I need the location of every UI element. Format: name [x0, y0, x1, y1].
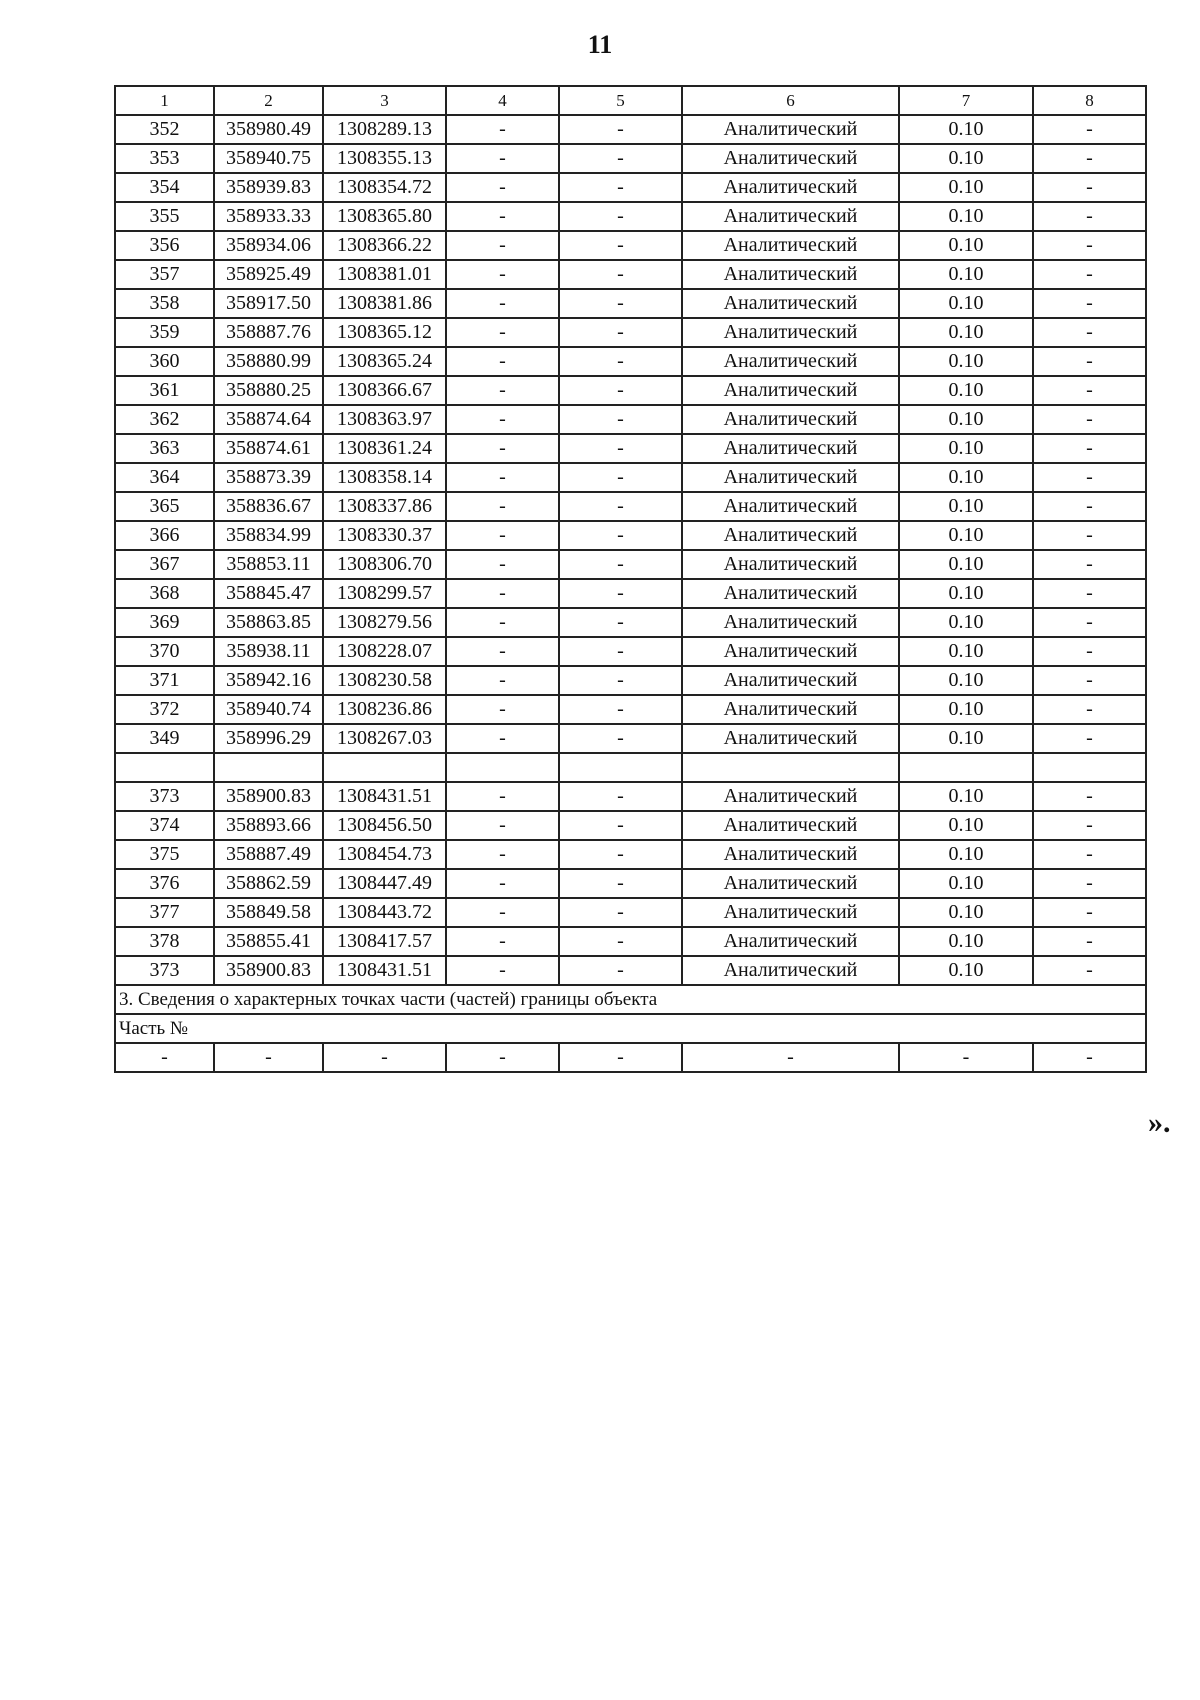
table-cell: 0.10	[899, 898, 1033, 927]
table-cell: 358873.39	[214, 463, 323, 492]
table-cell: 354	[115, 173, 214, 202]
table-cell: -	[1033, 260, 1146, 289]
table-row	[115, 695, 1146, 724]
table-cell: -	[1033, 608, 1146, 637]
table-cell: 1308417.57	[323, 927, 446, 956]
table-cell: Аналитический	[682, 521, 899, 550]
table-row	[115, 492, 1146, 521]
table-row	[115, 782, 1146, 811]
table-cell: 358939.83	[214, 173, 323, 202]
table-cell: 6	[682, 86, 899, 115]
table-cell: 0.10	[899, 173, 1033, 202]
coordinates-table	[114, 85, 1147, 1073]
table-cell: -	[1033, 956, 1146, 985]
table-cell: -	[559, 956, 682, 985]
table-cell: 1308431.51	[323, 782, 446, 811]
table-cell: 1308363.97	[323, 405, 446, 434]
table-cell: 0.10	[899, 376, 1033, 405]
table-cell: 358925.49	[214, 260, 323, 289]
table-cell: Аналитический	[682, 782, 899, 811]
table-cell: 356	[115, 231, 214, 260]
table-cell: 0.10	[899, 434, 1033, 463]
table-cell: -	[559, 463, 682, 492]
table-cell: 373	[115, 782, 214, 811]
table-cell: 1308366.67	[323, 376, 446, 405]
table-cell: -	[446, 1043, 559, 1072]
table-cell: 368	[115, 579, 214, 608]
table-cell	[559, 753, 682, 782]
table-cell: -	[446, 695, 559, 724]
table-cell: Аналитический	[682, 579, 899, 608]
table-cell: -	[1033, 637, 1146, 666]
table-cell: -	[1033, 492, 1146, 521]
table-final-row	[115, 1043, 1146, 1072]
table-cell: 1308431.51	[323, 956, 446, 985]
table-row	[115, 202, 1146, 231]
table-cell: -	[446, 579, 559, 608]
table-cell: -	[446, 115, 559, 144]
table-cell: -	[446, 376, 559, 405]
table-cell: -	[559, 869, 682, 898]
table-cell: -	[1033, 376, 1146, 405]
table-cell: 1308337.86	[323, 492, 446, 521]
table-cell: 0.10	[899, 521, 1033, 550]
table-cell: -	[1033, 840, 1146, 869]
table-cell: 3	[323, 86, 446, 115]
table-cell: 358862.59	[214, 869, 323, 898]
table-cell: -	[1033, 463, 1146, 492]
table-cell: -	[1033, 898, 1146, 927]
table-row	[115, 521, 1146, 550]
table-cell: Аналитический	[682, 289, 899, 318]
table-row	[115, 347, 1146, 376]
table-body	[115, 86, 1146, 1072]
table-cell: 0.10	[899, 927, 1033, 956]
table-cell: -	[214, 1043, 323, 1072]
table-cell: 1308355.13	[323, 144, 446, 173]
table-cell: Аналитический	[682, 115, 899, 144]
table-cell: -	[1033, 289, 1146, 318]
table-cell: -	[446, 405, 559, 434]
table-cell: 358887.76	[214, 318, 323, 347]
table-cell: 358980.49	[214, 115, 323, 144]
table-cell: -	[1033, 724, 1146, 753]
table-cell: 0.10	[899, 869, 1033, 898]
table-row	[115, 637, 1146, 666]
table-cell: -	[559, 289, 682, 318]
table-cell: 0.10	[899, 666, 1033, 695]
table-cell: 0.10	[899, 782, 1033, 811]
table-cell: 358887.49	[214, 840, 323, 869]
table-cell: 358893.66	[214, 811, 323, 840]
table-cell: Аналитический	[682, 347, 899, 376]
table-row	[115, 840, 1146, 869]
table-cell: 358938.11	[214, 637, 323, 666]
table-row	[115, 753, 1146, 782]
table-cell: -	[1033, 782, 1146, 811]
table-cell: -	[559, 231, 682, 260]
table-cell: 4	[446, 86, 559, 115]
table-cell: -	[1033, 695, 1146, 724]
table-cell: 1308267.03	[323, 724, 446, 753]
table-cell: -	[446, 782, 559, 811]
table-cell: 1308456.50	[323, 811, 446, 840]
table-cell: 1308454.73	[323, 840, 446, 869]
table-cell: 358845.47	[214, 579, 323, 608]
table-cell: Аналитический	[682, 550, 899, 579]
table-cell: 1308381.01	[323, 260, 446, 289]
table-cell: 374	[115, 811, 214, 840]
table-cell: -	[446, 260, 559, 289]
table-cell	[115, 753, 214, 782]
table-cell: -	[1033, 173, 1146, 202]
table-cell: -	[1033, 927, 1146, 956]
table-cell: 0.10	[899, 492, 1033, 521]
table-cell: 353	[115, 144, 214, 173]
table-row	[115, 376, 1146, 405]
table-cell: -	[559, 840, 682, 869]
table-cell: 0.10	[899, 608, 1033, 637]
table-row	[115, 956, 1146, 985]
table-cell: Аналитический	[682, 144, 899, 173]
table-cell: 0.10	[899, 144, 1033, 173]
table-cell: -	[559, 579, 682, 608]
table-cell: 1308358.14	[323, 463, 446, 492]
table-cell: 1308230.58	[323, 666, 446, 695]
table-cell: -	[323, 1043, 446, 1072]
table-cell: Аналитический	[682, 492, 899, 521]
table-cell: 0.10	[899, 579, 1033, 608]
table-cell: -	[446, 608, 559, 637]
table-cell: -	[559, 637, 682, 666]
table-row	[115, 579, 1146, 608]
table-cell: -	[446, 231, 559, 260]
table-cell: -	[559, 173, 682, 202]
table-cell: 358942.16	[214, 666, 323, 695]
table-row	[115, 724, 1146, 753]
table-cell: 349	[115, 724, 214, 753]
table-row	[115, 811, 1146, 840]
table-cell: -	[559, 927, 682, 956]
table-cell: 1308228.07	[323, 637, 446, 666]
table-cell: Аналитический	[682, 376, 899, 405]
table-cell: 0.10	[899, 637, 1033, 666]
table-row	[115, 869, 1146, 898]
table-cell	[323, 753, 446, 782]
table-cell: -	[1033, 318, 1146, 347]
table-cell: -	[559, 898, 682, 927]
table-header-row	[115, 86, 1146, 115]
table-cell: -	[446, 898, 559, 927]
table-cell: -	[1033, 202, 1146, 231]
table-cell: 7	[899, 86, 1033, 115]
table-cell: 358853.11	[214, 550, 323, 579]
table-cell: 1308330.37	[323, 521, 446, 550]
table-cell: 372	[115, 695, 214, 724]
table-cell: -	[1033, 1043, 1146, 1072]
table-cell: Аналитический	[682, 405, 899, 434]
table-cell: 8	[1033, 86, 1146, 115]
table-cell: 358	[115, 289, 214, 318]
table-cell: 0.10	[899, 318, 1033, 347]
table-cell: 1308381.86	[323, 289, 446, 318]
table-cell: 1308236.86	[323, 695, 446, 724]
table-cell: -	[1033, 115, 1146, 144]
table-cell: Аналитический	[682, 231, 899, 260]
table-cell: 0.10	[899, 724, 1033, 753]
table-cell: Аналитический	[682, 840, 899, 869]
table-cell: 358934.06	[214, 231, 323, 260]
table-row	[115, 405, 1146, 434]
table-row	[115, 289, 1146, 318]
table-cell: -	[446, 956, 559, 985]
table-cell: 1	[115, 86, 214, 115]
table-cell: 378	[115, 927, 214, 956]
table-cell: 1308365.24	[323, 347, 446, 376]
table-cell: 376	[115, 869, 214, 898]
table-cell: Аналитический	[682, 202, 899, 231]
table-cell: 0.10	[899, 695, 1033, 724]
table-cell: -	[559, 521, 682, 550]
table-cell: 367	[115, 550, 214, 579]
table-cell: 0.10	[899, 840, 1033, 869]
table-cell: Аналитический	[682, 869, 899, 898]
table-cell: 358874.64	[214, 405, 323, 434]
table-cell: -	[559, 695, 682, 724]
table-row	[115, 608, 1146, 637]
table-cell: 375	[115, 840, 214, 869]
table-row	[115, 927, 1146, 956]
table-cell: 358900.83	[214, 956, 323, 985]
table-cell: -	[446, 666, 559, 695]
table-cell: -	[559, 318, 682, 347]
table-cell: 1308361.24	[323, 434, 446, 463]
table-cell: -	[559, 260, 682, 289]
table-cell: 362	[115, 405, 214, 434]
table-cell: -	[559, 492, 682, 521]
table-cell: 358874.61	[214, 434, 323, 463]
table-cell: 1308447.49	[323, 869, 446, 898]
table-cell: 1308289.13	[323, 115, 446, 144]
table-cell: -	[1033, 550, 1146, 579]
table-cell	[446, 753, 559, 782]
table-cell: 358940.74	[214, 695, 323, 724]
table-cell	[1033, 753, 1146, 782]
table-cell: -	[1033, 666, 1146, 695]
table-cell: -	[446, 811, 559, 840]
table-cell: 0.10	[899, 956, 1033, 985]
table-cell: 2	[214, 86, 323, 115]
section-title-row	[115, 985, 1146, 1014]
table-cell: 358880.25	[214, 376, 323, 405]
table-cell: -	[899, 1043, 1033, 1072]
table-cell: -	[1033, 811, 1146, 840]
table-cell: -	[559, 782, 682, 811]
table-cell: -	[559, 376, 682, 405]
table-cell	[682, 753, 899, 782]
table-cell: -	[446, 521, 559, 550]
table-cell: 366	[115, 521, 214, 550]
table-cell: -	[446, 173, 559, 202]
table-cell: -	[559, 434, 682, 463]
table-cell: -	[1033, 579, 1146, 608]
table-cell: 358900.83	[214, 782, 323, 811]
table-cell: Аналитический	[682, 724, 899, 753]
table-cell: -	[446, 144, 559, 173]
table-cell: Аналитический	[682, 608, 899, 637]
table-cell: Аналитический	[682, 927, 899, 956]
table-row	[115, 115, 1146, 144]
table-cell: -	[446, 463, 559, 492]
closing-quote-mark: ».	[1148, 1106, 1171, 1139]
table-cell: -	[559, 405, 682, 434]
table-row	[115, 173, 1146, 202]
table-row	[115, 463, 1146, 492]
table-cell: 361	[115, 376, 214, 405]
table-cell: -	[446, 550, 559, 579]
table-cell: 369	[115, 608, 214, 637]
table-cell: -	[682, 1043, 899, 1072]
table-cell: -	[446, 492, 559, 521]
table-cell: 1308365.12	[323, 318, 446, 347]
table-cell: -	[446, 202, 559, 231]
table-cell: 0.10	[899, 463, 1033, 492]
table-cell: 358855.41	[214, 927, 323, 956]
table-cell: -	[559, 811, 682, 840]
table-cell: 373	[115, 956, 214, 985]
table-cell: Аналитический	[682, 260, 899, 289]
table-cell: -	[1033, 231, 1146, 260]
table-cell: 360	[115, 347, 214, 376]
table-cell: -	[1033, 434, 1146, 463]
table-cell: -	[559, 666, 682, 695]
table-row	[115, 260, 1146, 289]
table-cell: 352	[115, 115, 214, 144]
table-cell: 0.10	[899, 231, 1033, 260]
table-cell: 358996.29	[214, 724, 323, 753]
table-cell: -	[1033, 869, 1146, 898]
table-cell: 0.10	[899, 550, 1033, 579]
table-cell: -	[446, 840, 559, 869]
table-cell: 358880.99	[214, 347, 323, 376]
table-cell: Аналитический	[682, 811, 899, 840]
table-cell: -	[559, 1043, 682, 1072]
table-cell: -	[559, 724, 682, 753]
table-cell: Аналитический	[682, 173, 899, 202]
table-cell: -	[559, 144, 682, 173]
table-cell: Аналитический	[682, 666, 899, 695]
table-cell: 0.10	[899, 260, 1033, 289]
table-cell: 359	[115, 318, 214, 347]
table-cell: -	[559, 202, 682, 231]
part-label-row-text: Часть №	[115, 1014, 1146, 1043]
table-cell: 370	[115, 637, 214, 666]
table-row	[115, 434, 1146, 463]
table-cell: 0.10	[899, 405, 1033, 434]
table-cell: 1308299.57	[323, 579, 446, 608]
table-cell: 358836.67	[214, 492, 323, 521]
table-cell: 364	[115, 463, 214, 492]
table-cell: -	[446, 724, 559, 753]
table-cell: 0.10	[899, 115, 1033, 144]
table-cell: 377	[115, 898, 214, 927]
table-cell: -	[1033, 144, 1146, 173]
table-cell: -	[115, 1043, 214, 1072]
table-cell: 0.10	[899, 811, 1033, 840]
table-cell: 5	[559, 86, 682, 115]
table-cell: Аналитический	[682, 695, 899, 724]
table-cell: 358917.50	[214, 289, 323, 318]
table-cell: 0.10	[899, 202, 1033, 231]
table-row	[115, 666, 1146, 695]
table-row	[115, 318, 1146, 347]
table-cell: -	[446, 869, 559, 898]
table-cell: 358933.33	[214, 202, 323, 231]
table-cell: -	[446, 347, 559, 376]
table-cell: Аналитический	[682, 898, 899, 927]
table-cell: 0.10	[899, 347, 1033, 376]
table-cell: Аналитический	[682, 318, 899, 347]
table-row	[115, 231, 1146, 260]
table-cell: 358834.99	[214, 521, 323, 550]
table-cell: 363	[115, 434, 214, 463]
table-cell: -	[559, 115, 682, 144]
table-row	[115, 898, 1146, 927]
table-cell: 365	[115, 492, 214, 521]
table-cell: 1308366.22	[323, 231, 446, 260]
table-cell: 358849.58	[214, 898, 323, 927]
table-row	[115, 144, 1146, 173]
table-cell: -	[559, 347, 682, 376]
table-cell: -	[1033, 347, 1146, 376]
table-cell	[214, 753, 323, 782]
table-cell: Аналитический	[682, 463, 899, 492]
part-label-row	[115, 1014, 1146, 1043]
table-cell: -	[446, 927, 559, 956]
table-cell: 357	[115, 260, 214, 289]
table-cell: -	[446, 637, 559, 666]
table-cell: -	[446, 289, 559, 318]
table-cell: 1308365.80	[323, 202, 446, 231]
table-cell: 1308279.56	[323, 608, 446, 637]
table-cell: 0.10	[899, 289, 1033, 318]
table-cell: Аналитический	[682, 434, 899, 463]
section-title-row-text: 3. Сведения о характерных точках части (частей) границы объекта	[115, 985, 1146, 1014]
table-cell	[899, 753, 1033, 782]
table-cell: 1308306.70	[323, 550, 446, 579]
table-cell: -	[559, 608, 682, 637]
table-cell: 1308443.72	[323, 898, 446, 927]
table-cell: 1308354.72	[323, 173, 446, 202]
table-cell: -	[1033, 405, 1146, 434]
table-cell: Аналитический	[682, 637, 899, 666]
table-cell: 355	[115, 202, 214, 231]
table-cell: Аналитический	[682, 956, 899, 985]
page-number: 11	[587, 30, 613, 59]
table-cell: 358863.85	[214, 608, 323, 637]
table-cell: -	[446, 434, 559, 463]
table-cell: -	[1033, 521, 1146, 550]
table-cell: 371	[115, 666, 214, 695]
table-cell: 358940.75	[214, 144, 323, 173]
table-cell: -	[559, 550, 682, 579]
table-row	[115, 550, 1146, 579]
table-cell: -	[446, 318, 559, 347]
